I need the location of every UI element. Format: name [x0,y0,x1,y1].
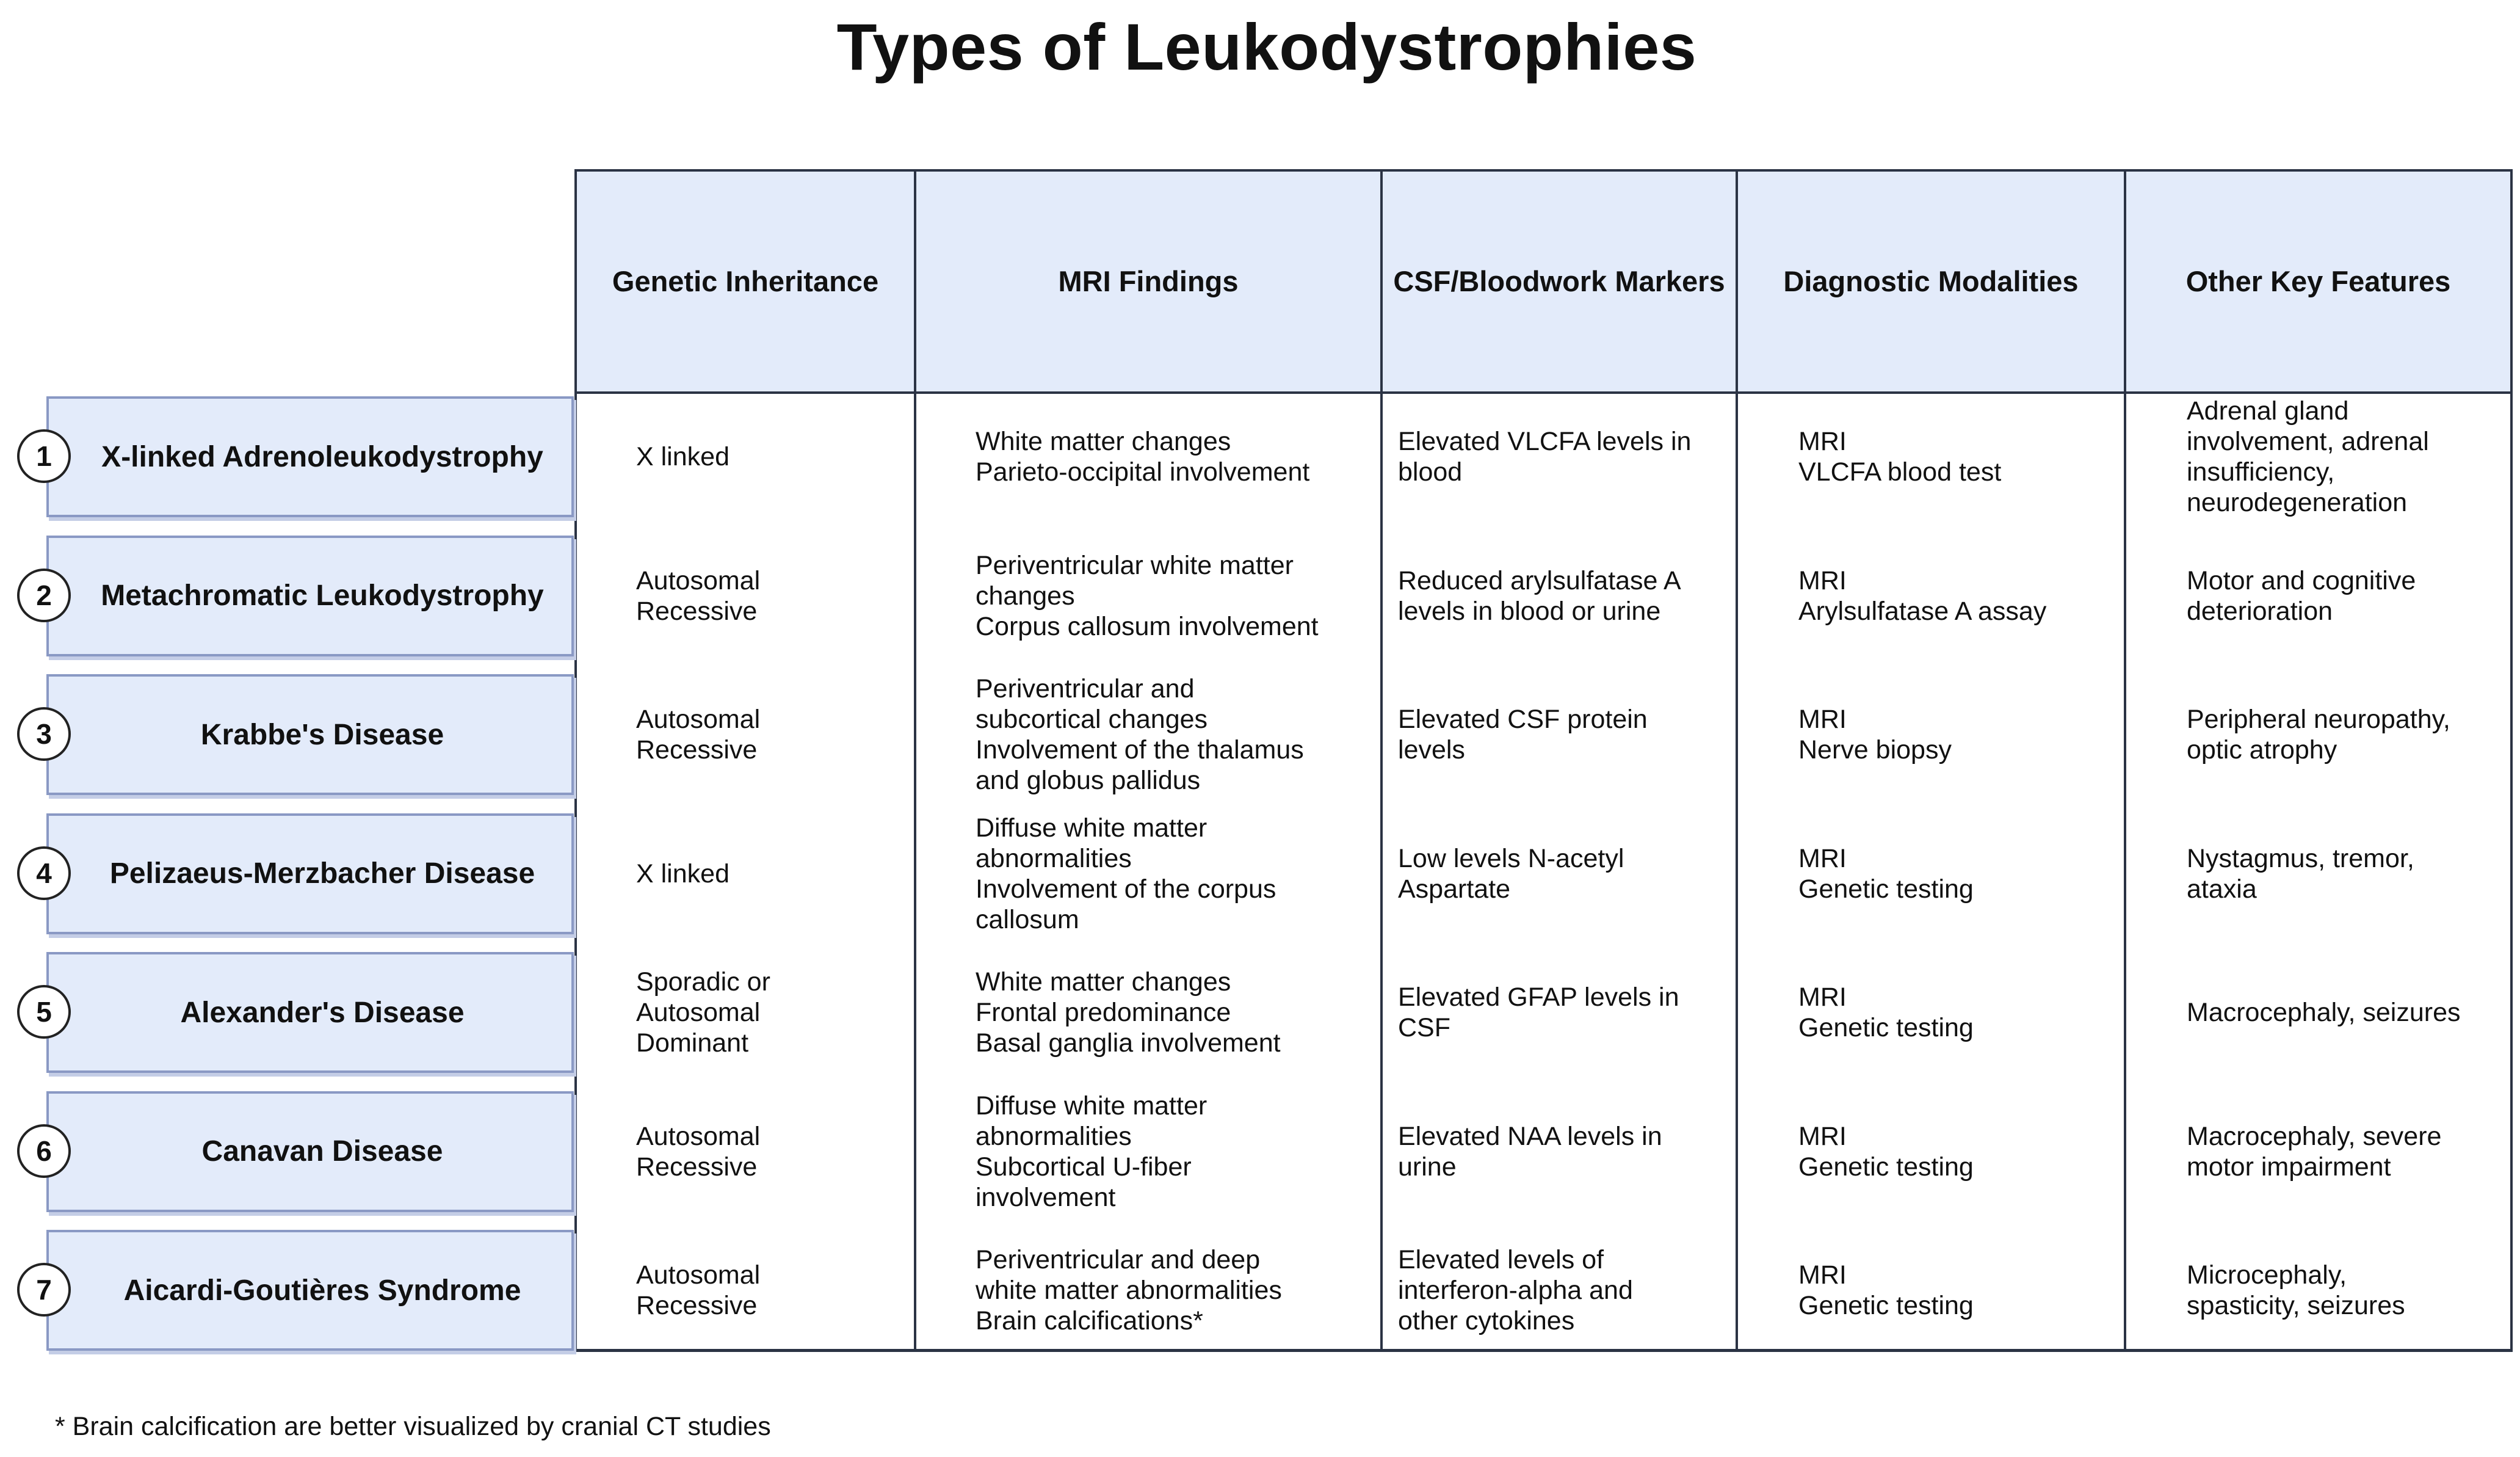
cell-text-line: Recessive [636,735,758,765]
inheritance-cell [636,1221,911,1360]
cell-text-line: Adrenal gland [2187,396,2349,426]
grid-line [914,392,916,1352]
key-features-cell [2187,1082,2510,1221]
cell-text-line: Dominant [636,1028,749,1058]
cell-text-line: Periventricular white matter [976,550,1294,580]
cell-text-line: Elevated levels of [1398,1245,1604,1274]
cell-text-line: subcortical changes [976,705,1208,734]
cell-text-line: Elevated CSF protein [1398,705,1648,734]
diagnostic-cell [1798,1082,2122,1221]
cell-text-line: Macrocephaly, seizures [2187,998,2461,1027]
row-number-badge: 6 [17,1124,71,1178]
cell-text-line: changes [976,581,1075,611]
cell-text-line: Genetic testing [1798,1013,1974,1042]
header-csf-bloodwork-markers: CSF/Bloodwork Markers [1380,169,1738,394]
header-genetic-inheritance: Genetic Inheritance [574,169,916,394]
cell-text-line: Autosomal [636,1121,761,1151]
cell-text-line: insufficiency, [2187,457,2335,487]
inheritance-cell [636,1082,911,1221]
csf-markers-cell [1398,387,1734,526]
cell-text-line: Brain calcifications* [976,1306,1203,1335]
row-number-badge: 5 [17,985,71,1039]
cell-text-line: Periventricular and [976,674,1195,703]
cell-text-line: Parieto-occipital involvement [976,457,1310,487]
disease-name-label: X-linked Adrenoleukodystrophy [46,396,574,517]
cell-text-line: Basal ganglia involvement [976,1028,1281,1058]
inheritance-cell [636,943,911,1082]
diagnostic-cell [1798,804,2122,943]
cell-text-line: white matter abnormalities [976,1276,1282,1305]
header-mri-findings: MRI Findings [914,169,1383,394]
csf-markers-cell [1398,1082,1734,1221]
mri-findings-cell [976,526,1378,666]
page-title: Types of Leukodystrophies [836,10,1697,84]
cell-text-line: Involvement of the corpus [976,874,1276,904]
footnote: * Brain calcification are better visualized by cranial CT studies [55,1412,771,1441]
row-number-badge: 7 [17,1263,71,1317]
cell-text-line: Subcortical U-fiber [976,1152,1192,1182]
diagnostic-cell [1798,943,2122,1082]
cell-text-line: Periventricular and deep [976,1245,1261,1274]
cell-text-line: MRI [1798,427,1847,456]
diagnostic-cell [1798,665,2122,804]
key-features-cell [2187,526,2510,666]
cell-text-line: White matter changes [976,967,1231,997]
disease-name-label: Aicardi-Goutières Syndrome [46,1230,574,1351]
cell-text-line: callosum [976,904,1079,934]
diagnostic-cell [1798,526,2122,666]
cell-text-line: MRI [1798,1260,1847,1290]
cell-text-line: abnormalities [976,843,1132,873]
disease-name-label: Alexander's Disease [46,952,574,1073]
cell-text-line: Involvement of the thalamus [976,735,1304,765]
cell-text-line: Elevated VLCFA levels in [1398,427,1692,456]
cell-text-line: Arylsulfatase A assay [1798,596,2047,626]
cell-text-line: Reduced arylsulfatase A [1398,565,1681,595]
cell-text-line: interferon-alpha and [1398,1276,1633,1305]
cell-text-line: Elevated GFAP levels in [1398,983,1679,1012]
cell-text-line: Microcephaly, [2187,1260,2347,1290]
cell-text-line: levels in blood or urine [1398,596,1661,626]
mri-findings-cell [976,665,1378,804]
cell-text-line: urine [1398,1152,1457,1182]
cell-text-line: Nystagmus, tremor, [2187,843,2414,873]
cell-text-line: Autosomal [636,998,761,1027]
cell-text-line: Frontal predominance [976,998,1231,1027]
grid-line [574,392,577,1352]
cell-text-line: MRI [1798,983,1847,1012]
cell-text-line: MRI [1798,1121,1847,1151]
cell-text-line: VLCFA blood test [1798,457,2002,487]
cell-text-line: optic atrophy [2187,735,2337,765]
cell-text-line: MRI [1798,843,1847,873]
cell-text-line: Autosomal [636,1260,761,1290]
cell-text-line: ataxia [2187,874,2257,904]
mri-findings-cell [976,943,1378,1082]
cell-text-line: X linked [636,859,730,888]
cell-text-line: Nerve biopsy [1798,735,1952,765]
inheritance-cell [636,804,911,943]
cell-text-line: Motor and cognitive [2187,565,2416,595]
csf-markers-cell [1398,665,1734,804]
cell-text-line: abnormalities [976,1121,1132,1151]
cell-text-line: Recessive [636,1291,758,1320]
grid-line [1736,392,1738,1352]
row-number-badge: 4 [17,846,71,900]
cell-text-line: motor impairment [2187,1152,2391,1182]
cell-text-line: Sporadic or [636,967,770,997]
csf-markers-cell [1398,1221,1734,1360]
cell-text-line: spasticity, seizures [2187,1291,2405,1320]
cell-text-line: X linked [636,442,730,471]
cell-text-line: and globus pallidus [976,766,1201,795]
row-number-badge: 2 [17,569,71,622]
mri-findings-cell [976,804,1378,943]
cell-text-line: Autosomal [636,565,761,595]
header-other-key-features: Other Key Features [2124,169,2513,394]
grid-line [2510,392,2513,1352]
row-number-badge: 3 [17,707,71,761]
key-features-cell [2187,943,2510,1082]
cell-text-line: other cytokines [1398,1306,1575,1335]
cell-text-line: levels [1398,735,1465,765]
csf-markers-cell [1398,526,1734,666]
cell-text-line: Diffuse white matter [976,813,1208,843]
cell-text-line: Aspartate [1398,874,1511,904]
key-features-cell [2187,665,2510,804]
cell-text-line: CSF [1398,1013,1450,1042]
cell-text-line: White matter changes [976,427,1231,456]
cell-text-line: Low levels N-acetyl [1398,843,1624,873]
diagnostic-cell [1798,1221,2122,1360]
cell-text-line: Diffuse white matter [976,1091,1208,1121]
mri-findings-cell [976,387,1378,526]
row-number-badge: 1 [17,429,71,483]
cell-text-line: blood [1398,457,1463,487]
cell-text-line: Genetic testing [1798,1152,1974,1182]
cell-text-line: MRI [1798,565,1847,595]
grid-line [2124,392,2126,1352]
cell-text-line: neurodegeneration [2187,488,2408,517]
cell-text-line: deterioration [2187,596,2333,626]
key-features-cell [2187,1221,2510,1360]
inheritance-cell [636,665,911,804]
grid-line [1380,392,1383,1352]
header-diagnostic-modalities: Diagnostic Modalities [1736,169,2126,394]
cell-text-line: involvement [976,1182,1116,1212]
cell-text-line: Genetic testing [1798,874,1974,904]
cell-text-line: Recessive [636,1152,758,1182]
cell-text-line: Macrocephaly, severe [2187,1121,2442,1151]
cell-text-line: Corpus callosum involvement [976,611,1319,641]
cell-text-line: Peripheral neuropathy, [2187,705,2450,734]
cell-text-line: involvement, adrenal [2187,427,2429,456]
cell-text-line: MRI [1798,705,1847,734]
csf-markers-cell [1398,943,1734,1082]
cell-text-line: Recessive [636,596,758,626]
disease-name-label: Metachromatic Leukodystrophy [46,536,574,656]
cell-text-line: Genetic testing [1798,1291,1974,1320]
disease-name-label: Krabbe's Disease [46,674,574,795]
csf-markers-cell [1398,804,1734,943]
disease-name-label: Canavan Disease [46,1091,574,1212]
diagnostic-cell [1798,387,2122,526]
cell-text-line: Autosomal [636,705,761,734]
inheritance-cell [636,526,911,666]
mri-findings-cell [976,1221,1378,1360]
mri-findings-cell [976,1082,1378,1221]
disease-name-label: Pelizaeus-Merzbacher Disease [46,813,574,934]
key-features-cell [2187,387,2510,526]
key-features-cell [2187,804,2510,943]
cell-text-line: Elevated NAA levels in [1398,1121,1662,1151]
inheritance-cell [636,387,911,526]
